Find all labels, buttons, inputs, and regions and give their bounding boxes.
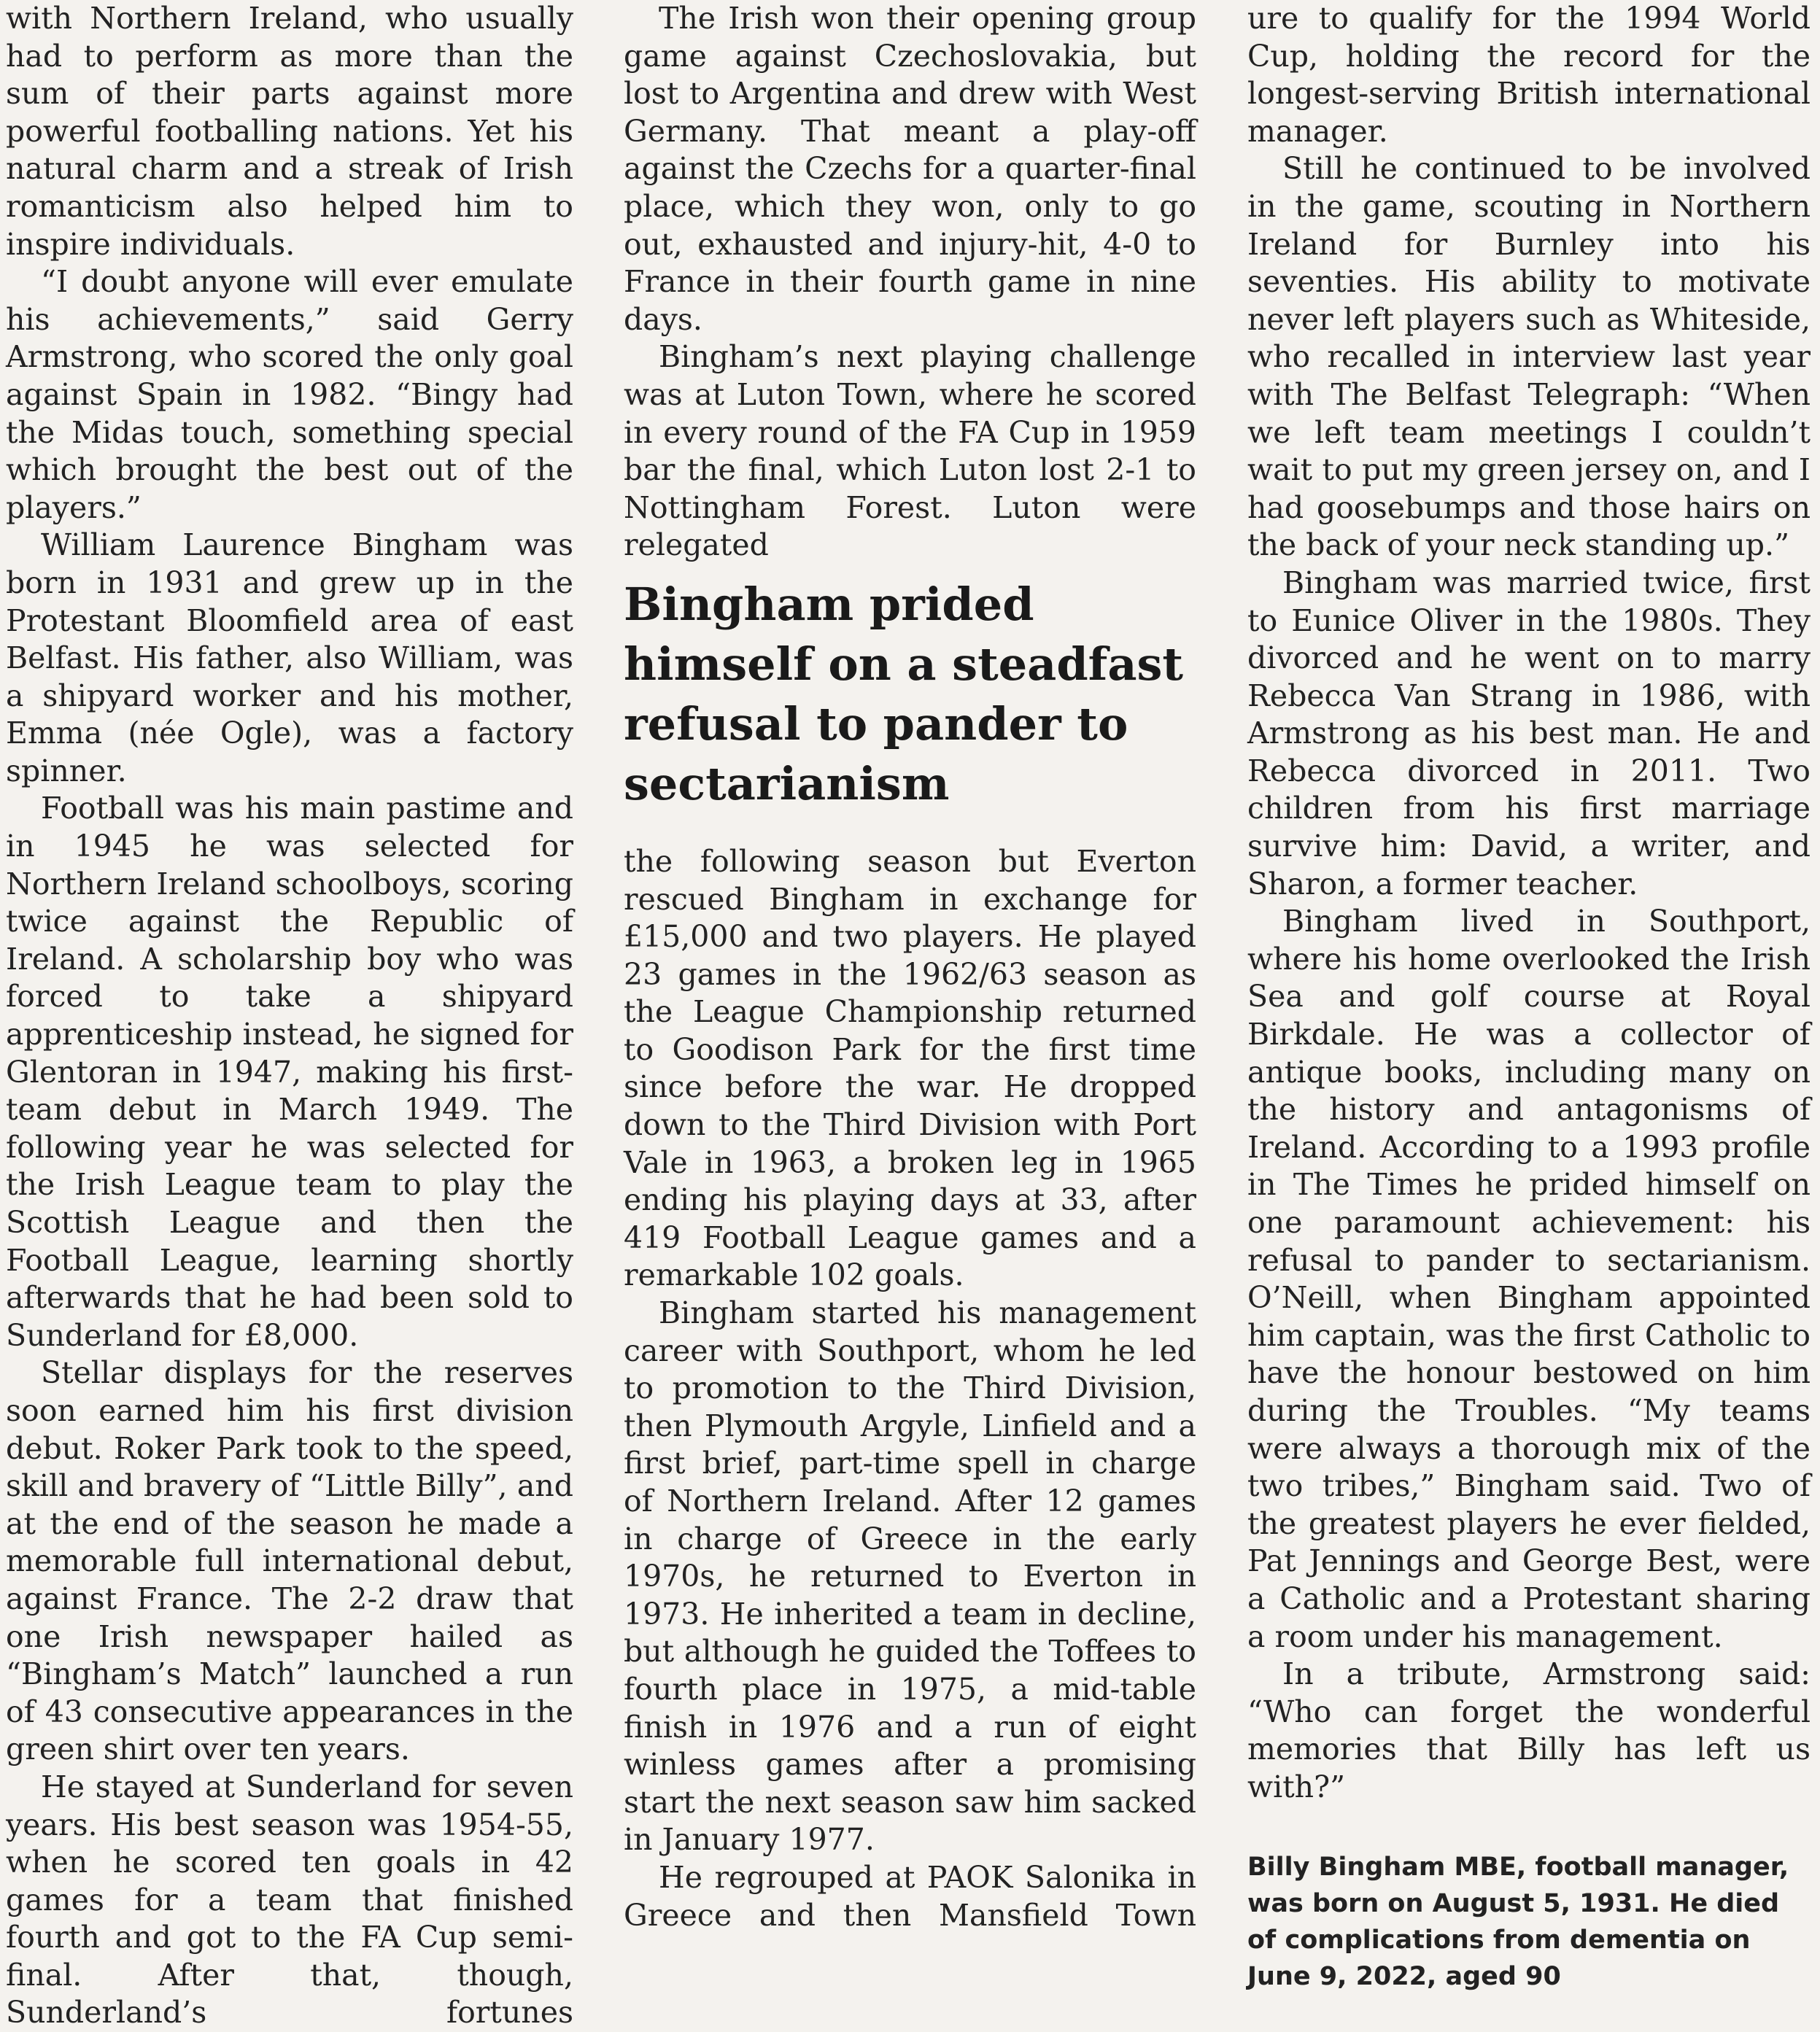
paragraph: William Laurence Bingham was born in 1931 and grew up in the Protestant Bloomfield area of east Belfast. His father, also William, was a shipyard worker and his mother, Emma (née Ogle), was a factory spinner. — [6, 527, 573, 788]
obituary-signoff: Billy Bingham MBE, football manager, was born on August 5, 1931. He died of complications from dementia on June 9, 2022, aged 90 — [1247, 1852, 1789, 1991]
paragraph: Still he continued to be involved in the game, scouting in Northern Ireland for Burnley into his seventies. His ability to motivate never left players such as Whiteside, who recalled in interview last year with The Belfast Telegraph: “When we left team meetings I couldn’t wait to put my green jersey on, and I had goosebumps and those hairs on the back of your neck standing up.” — [1247, 151, 1811, 563]
paragraph: The Irish won their opening group game against Czechoslovakia, but lost to Argentina and drew with West Germany. That meant a play-off against the Czechs for a quarter-final place, which they won, only to go out, exhausted and injury-hit, 4-0 to France in their fourth game in nine days. — [624, 1, 1196, 337]
pull-quote: Bingham prided himself on a steadfast refusal to pander to sectarianism — [624, 577, 1184, 810]
article-column-1 — [6, 0, 573, 2031]
paragraph: “I doubt anyone will ever emulate his achievements,” said Gerry Armstrong, who scored the only goal against Spain in 1982. “Bingy had the Midas touch, something special which brought the best out of the players.” — [6, 264, 573, 525]
paragraph: Stellar displays for the reserves soon earned him his first division debut. Roker Park took to the speed, skill and bravery of “Little Billy”, and at the end of the season he made a memorable full international debut, against France. The 2-2 draw that one Irish newspaper hailed as “Bingham’s Match” launched a run of 43 consecutive appearances in the green shirt over ten years. — [6, 1355, 573, 1767]
paragraph: He regrouped at PAOK Salonika in Greece and then Mansfield Town — [624, 1859, 1196, 1933]
article-column-3 — [1247, 0, 1811, 1991]
paragraph: Bingham’s next playing challenge was at Luton Town, where he scored in every round of the FA Cup in 1959 bar the final, which Luton lost 2-1 to Nottingham Forest. Luton were relegated — [624, 339, 1196, 563]
paragraph: the following season but Everton rescued Bingham in exchange for £15,000 and two players. He played 23 games in the 1962/63 season as the League Championship returned to Goodison Park for the first time since before the war. He dropped down to the Third Division with Port Vale in 1963, a broken leg in 1965 ending his playing days at 33, after 419 Football League games and a remarkable 102 goals. — [624, 843, 1196, 1293]
paragraph: In a tribute, Armstrong said: “Who can forget the wonderful memories that Billy has left us with?” — [1247, 1656, 1811, 1804]
paragraph: Bingham was married twice, first to Eunice Oliver in the 1980s. They divorced and he went on to marry Rebecca Van Strang in 1986, with Armstrong as his best man. He and Rebecca divorced in 2011. Two children from his first marriage survive him: David, a writer, and Sharon, a former teacher. — [1247, 565, 1811, 901]
paragraph: with Northern Ireland, who usually had to perform as more than the sum of their parts against more powerful footballing nations. Yet his natural charm and a streak of Irish romanticism also helped him to inspire individuals. — [6, 1, 573, 262]
paragraph: ure to qualify for the 1994 World Cup, holding the record for the longest-serving British international manager. — [1247, 1, 1811, 149]
article-column-2 — [624, 0, 1196, 1933]
paragraph: Football was his main pastime and in 1945 he was selected for Northern Ireland schoolboys, scoring twice against the Republic of Ireland. A scholarship boy who was forced to take a shipyard apprenticeship instead, he signed for Glentoran in 1947, making his first-team debut in March 1949. The following year he was selected for the Irish League team to play the Scottish League and then the Football League, learning shortly afterwards that he had been sold to Sunderland for £8,000. — [6, 791, 573, 1353]
paragraph: Bingham started his management career with Southport, whom he led to promotion to the Third Division, then Plymouth Argyle, Linfield and a first brief, part-time spell in charge of Northern Ireland. After 12 games in charge of Greece in the early 1970s, he returned to Everton in 1973. He inherited a team in decline, but although he guided the Toffees to fourth place in 1975, a mid-table finish in 1976 and a run of eight winless games after a promising start the next season saw him sacked in January 1977. — [624, 1295, 1196, 1858]
paragraph: Bingham lived in Southport, where his home overlooked the Irish Sea and golf course at Royal Birkdale. He was a collector of antique books, including many on the history and antagonisms of Ireland. According to a 1993 profile in The Times he prided himself on one paramount achievement: his refusal to pander to sectarianism. O’Neill, when Bingham appointed him captain, was the first Catholic to have the honour bestowed on him during the Troubles. “My teams were always a thorough mix of the two tribes,” Bingham said. Two of the greatest players he ever fielded, Pat Jennings and George Best, were a Catholic and a Protestant sharing a room under his management. — [1247, 904, 1811, 1654]
paragraph: He stayed at Sunderland for seven years. His best season was 1954-55, when he scored ten goals in 42 games for a team that finished fourth and got to the FA Cup semi-final. After that, though, Sunderland’s fortunes — [6, 1769, 573, 2031]
